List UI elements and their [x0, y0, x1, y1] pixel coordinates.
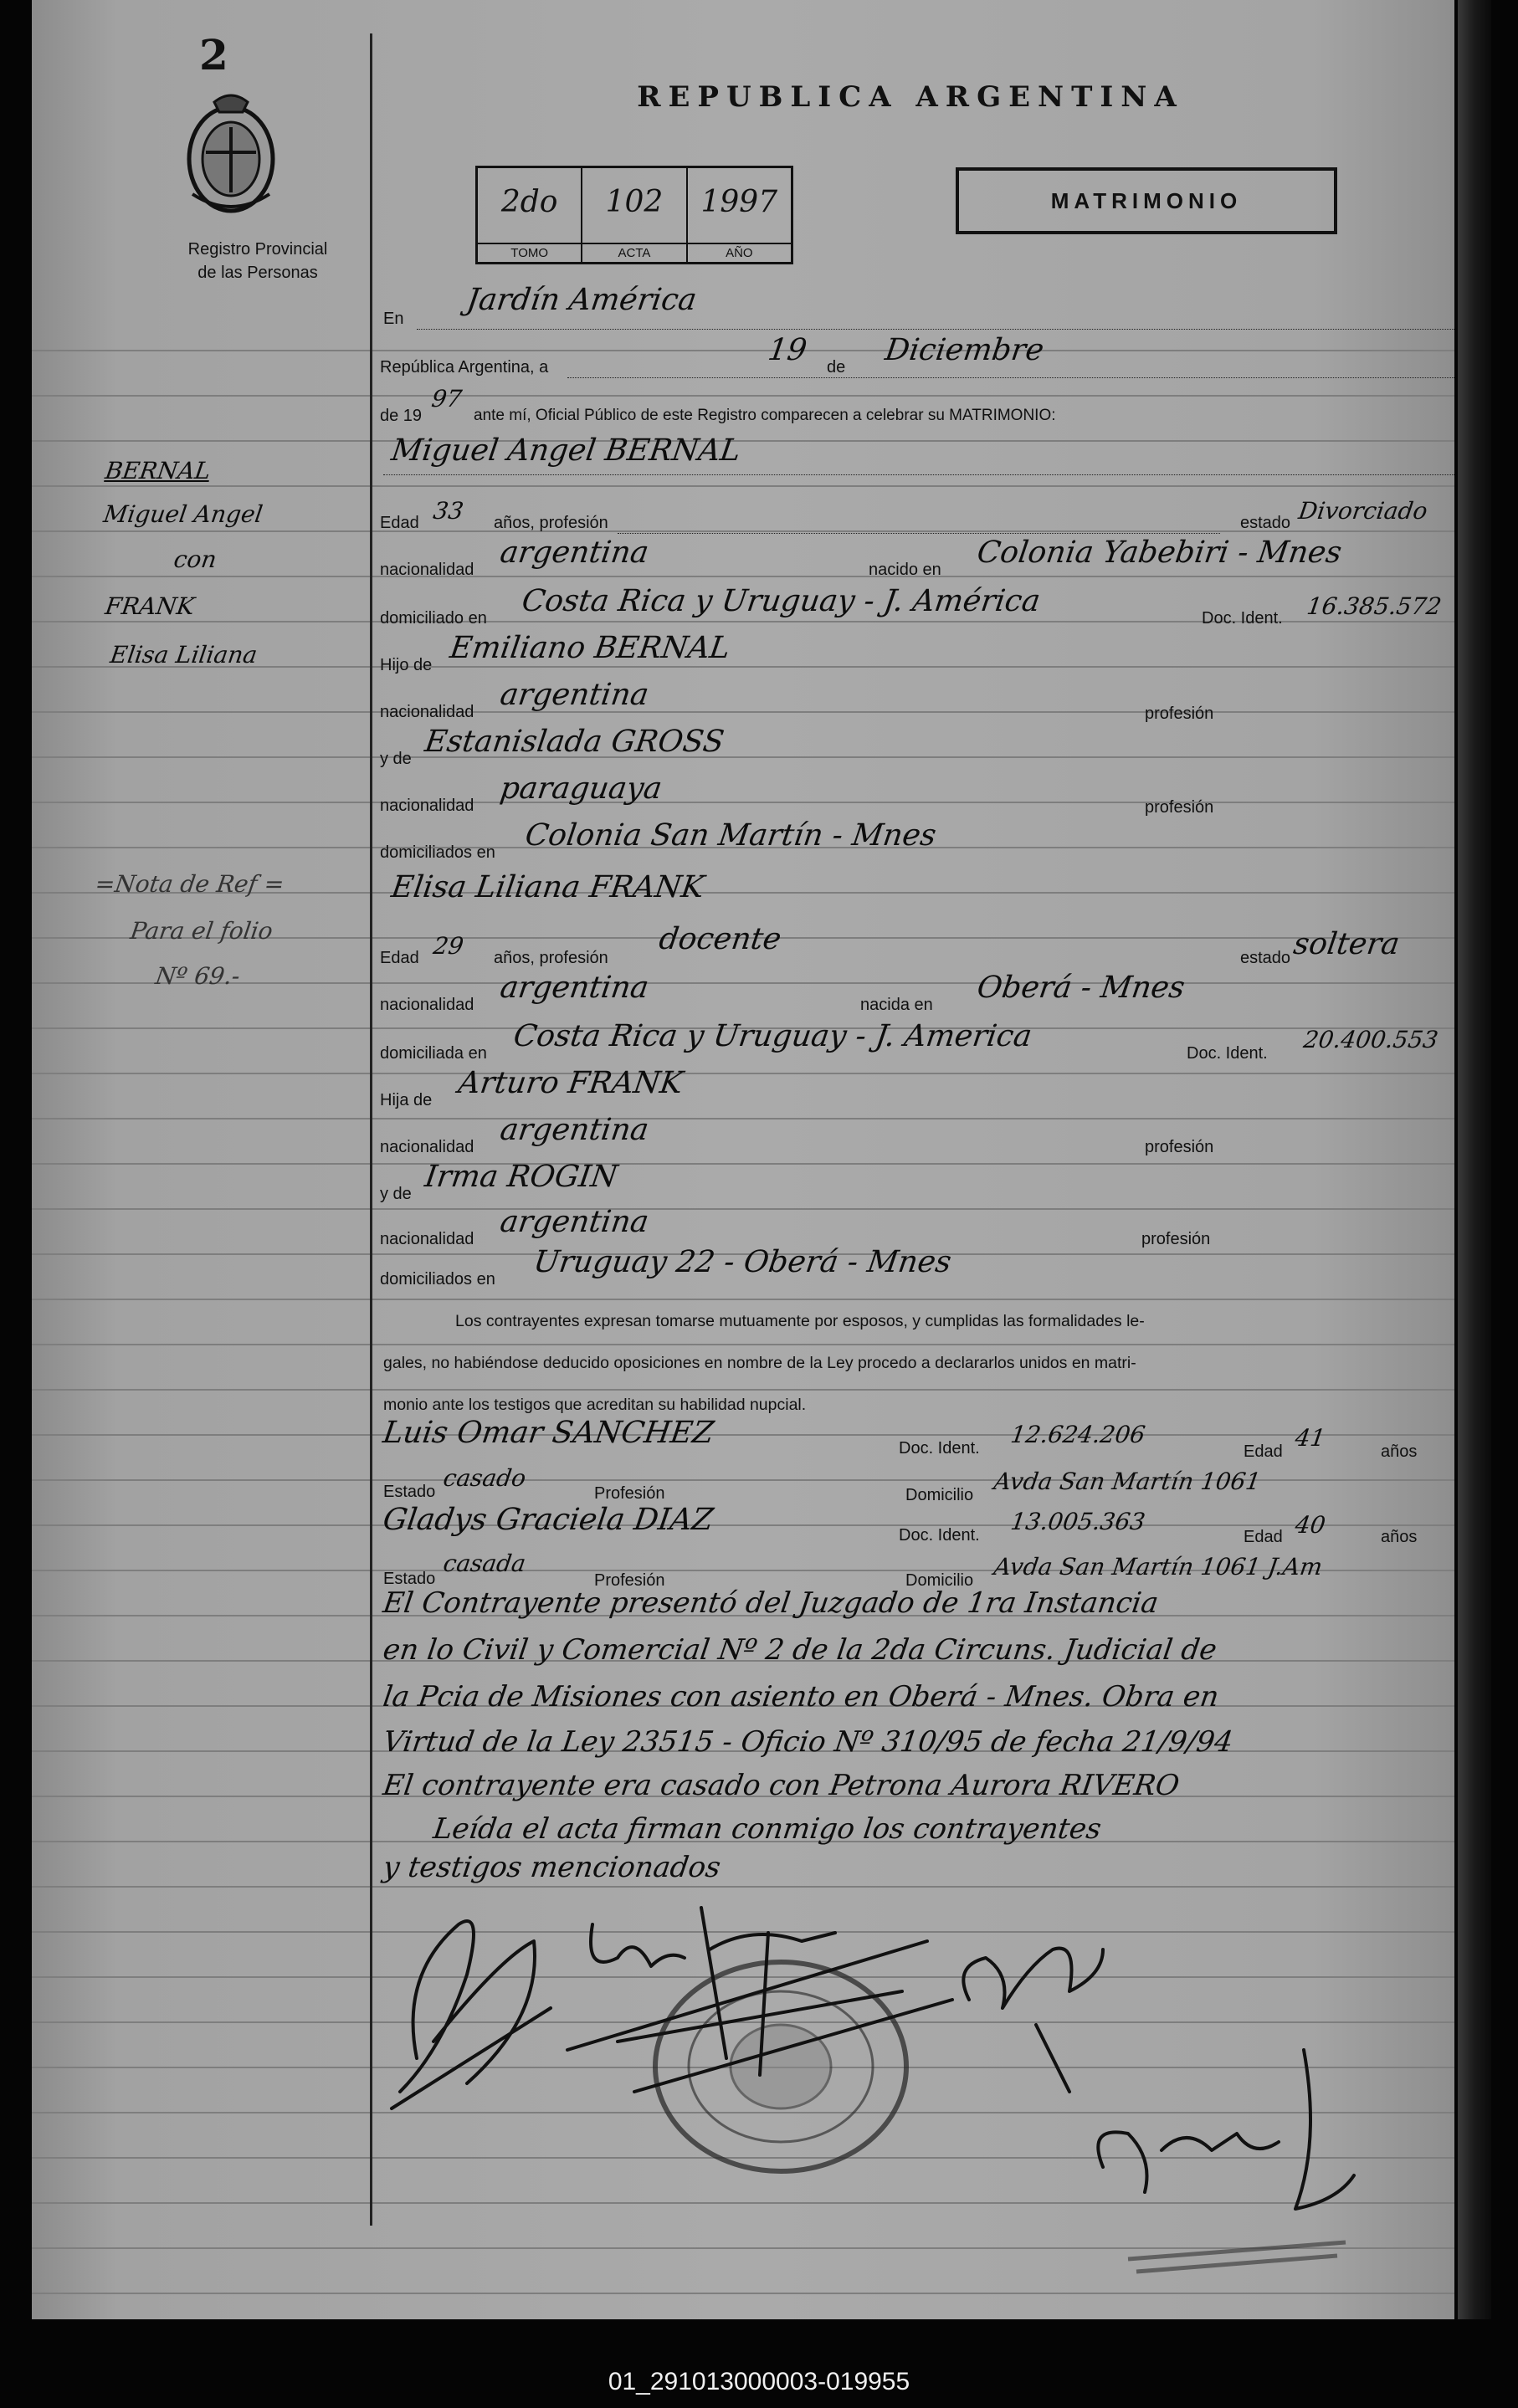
ruled-line [32, 350, 1454, 351]
fill-line [618, 532, 1220, 534]
note-line: en lo Civil y Comercial Nº 2 de la 2da Circuns. Judicial de [381, 1633, 1219, 1667]
tomo-value: 2do [500, 185, 558, 219]
groom-mother-nac: paraguaya [498, 771, 664, 806]
acta-label: ACTA [582, 243, 685, 262]
signatures-icon [367, 1874, 1454, 2259]
note-line: Leída el acta firman conmigo los contrayentes [431, 1812, 1104, 1846]
label-de-19: de 19 [380, 407, 423, 425]
ruled-line [32, 1434, 1454, 1436]
label-estado: estado [1240, 949, 1291, 967]
file-id-footer: 01_291013000003-019955 [608, 2368, 910, 2395]
ruled-line [32, 576, 1454, 577]
witness1-doc: 12.624.206 [1008, 1421, 1147, 1448]
groom-nacido-en: Colonia Yabebiri - Mnes [975, 535, 1344, 570]
label-edad: Edad [1244, 1528, 1283, 1546]
groom-parents-domicilio: Colonia San Martín - Mnes [523, 818, 939, 853]
bride-doc: 20.400.553 [1301, 1026, 1440, 1053]
ruled-line [32, 802, 1454, 803]
bride-father-nac: argentina [498, 1113, 651, 1147]
label-y-de: y de [380, 1185, 412, 1203]
label-nacionalidad: nacionalidad [380, 561, 474, 579]
bride-profesion: docente [657, 922, 784, 956]
tomo-cell [478, 168, 582, 262]
tomo-label: TOMO [478, 243, 581, 262]
ruled-line [32, 395, 1454, 397]
label-nacionalidad: nacionalidad [380, 1138, 474, 1156]
bride-mother: Irma ROGIN [423, 1160, 620, 1194]
fill-line [417, 328, 1454, 330]
label-doc-ident: Doc. Ident. [1202, 609, 1283, 628]
note-line: El Contrayente presentó del Juzgado de 1ra Instancia [381, 1586, 1161, 1620]
label-anos: años [1381, 1528, 1418, 1546]
label-estado: Estado [383, 1570, 436, 1588]
date-day: 19 [766, 333, 809, 367]
groom-father-nac: argentina [498, 678, 651, 712]
book-edge [1458, 0, 1491, 2319]
anio-label: AÑO [688, 243, 791, 262]
ruled-line [32, 711, 1454, 713]
bride-nacionalidad: argentina [498, 971, 651, 1005]
witness2-domicilio: Avda San Martín 1061 J.Am [992, 1553, 1325, 1581]
label-edad: Edad [380, 949, 419, 967]
declaration-line3: monio ante los testigos que acreditan su habilidad nupcial. [383, 1396, 807, 1414]
note-line: Virtud de la Ley 23515 - Oficio Nº 310/95 de fecha 21/9/94 [381, 1725, 1235, 1759]
bride-mother-nac: argentina [498, 1205, 651, 1239]
margin-nota1: =Nota de Ref = [93, 870, 286, 898]
label-republica-a: República Argentina, a [380, 358, 549, 377]
witness2-estado: casada [441, 1550, 528, 1577]
label-edad: Edad [1244, 1442, 1283, 1461]
registro-label [132, 238, 383, 284]
note-line: y testigos mencionados [381, 1851, 723, 1884]
note-line: El contrayente era casado con Petrona Aurora RIVERO [381, 1769, 1182, 1802]
act-type-box: MATRIMONIO [956, 167, 1337, 234]
label-profesion: Profesión [594, 1571, 665, 1590]
label-edad: Edad [380, 514, 419, 532]
year-suffix: 97 [429, 385, 464, 412]
label-estado: estado [1240, 514, 1291, 532]
bride-parents-domicilio: Uruguay 22 - Oberá - Mnes [531, 1245, 954, 1279]
ruled-line [32, 1344, 1454, 1345]
label-profesion: profesión [1145, 1138, 1214, 1156]
witness2-doc: 13.005.363 [1008, 1508, 1147, 1535]
label-profesion: Profesión [594, 1484, 665, 1503]
date-month: Diciembre [883, 333, 1046, 367]
note-line: la Pcia de Misiones con asiento en Oberá - Mnes. Obra en [381, 1680, 1221, 1714]
groom-doc: 16.385.572 [1305, 592, 1444, 620]
ruled-line [32, 1208, 1454, 1210]
tomo-acta-anio-box [475, 166, 793, 264]
groom-mother: Estanislada GROSS [423, 725, 726, 759]
bride-name: Elisa Liliana FRANK [389, 870, 707, 904]
ruled-line [32, 1073, 1454, 1074]
margin-surname2: FRANK [103, 592, 197, 620]
ruled-line [32, 1299, 1454, 1300]
bride-father: Arturo FRANK [456, 1066, 685, 1100]
ruled-line [32, 485, 1454, 487]
ruled-line [32, 982, 1454, 984]
label-en: En [383, 310, 404, 328]
label-profesion: profesión [1145, 704, 1214, 723]
margin-nota3: Nº 69.- [153, 962, 242, 990]
margin-name1: Miguel Angel [101, 500, 265, 528]
label-doc-ident: Doc. Ident. [899, 1526, 980, 1545]
label-profesion: profesión [1145, 798, 1214, 817]
label-de: de [827, 358, 846, 377]
label-nacido-en: nacido en [869, 561, 941, 579]
place-value: Jardín América [464, 283, 699, 317]
anio-value: 1997 [700, 185, 778, 219]
label-domiciliado-en: domiciliado en [380, 609, 487, 628]
anio-cell [688, 168, 791, 262]
label-nacionalidad: nacionalidad [380, 797, 474, 815]
fill-line [567, 377, 1454, 378]
groom-name: Miguel Angel BERNAL [389, 433, 743, 468]
document-page [32, 0, 1454, 2319]
margin-surname1: BERNAL [103, 457, 213, 484]
margin-nota2: Para el folio [128, 917, 274, 945]
bride-nacida-en: Oberá - Mnes [975, 971, 1187, 1005]
fill-line [383, 474, 1454, 475]
label-anos-profesion: años, profesión [494, 949, 608, 967]
label-domiciliada-en: domiciliada en [380, 1044, 487, 1063]
margin-name2: Elisa Liliana [108, 641, 259, 669]
delegation-stamp-icon [1120, 2226, 1362, 2276]
label-doc-ident: Doc. Ident. [1187, 1044, 1268, 1063]
bride-age: 29 [431, 932, 465, 960]
margin-con: con [172, 546, 218, 573]
witness2-age: 40 [1293, 1511, 1327, 1539]
label-hija-de: Hija de [380, 1091, 433, 1109]
ruled-line [32, 2293, 1454, 2294]
label-profesion: profesión [1141, 1230, 1211, 1248]
groom-nacionalidad: argentina [498, 535, 651, 570]
bride-estado: soltera [1291, 927, 1402, 961]
label-nacionalidad: nacionalidad [380, 703, 474, 721]
label-estado: Estado [383, 1483, 436, 1501]
declaration-line2: gales, no habiéndose deducido oposiciones en nombre de la Ley procedo a declararlos unidos en matri- [383, 1354, 1136, 1372]
label-y-de: y de [380, 750, 412, 768]
label-domiciliados-en: domiciliados en [380, 1270, 495, 1289]
sheet-number: 2 [199, 30, 228, 79]
label-nacionalidad: nacionalidad [380, 996, 474, 1014]
coat-of-arms-icon [181, 94, 281, 219]
label-domicilio: Domicilio [905, 1486, 974, 1504]
registro-line2: de las Personas [197, 264, 318, 282]
ruled-line [32, 1524, 1454, 1526]
ruled-line [32, 1163, 1454, 1165]
country-title: REPUBLICA ARGENTINA [637, 80, 1184, 114]
label-domicilio: Domicilio [905, 1571, 974, 1590]
groom-domicilio: Costa Rica y Uruguay - J. América [520, 584, 1043, 618]
ruled-line [32, 440, 1454, 442]
label-domiciliados-en: domiciliados en [380, 843, 495, 862]
declaration-line1: Los contrayentes expresan tomarse mutuamente por esposos, y cumplidas las formalidades le- [455, 1312, 1145, 1330]
acta-cell [582, 168, 687, 262]
label-nacida-en: nacida en [860, 996, 933, 1014]
ruled-line [32, 1118, 1454, 1119]
acta-value: 102 [605, 185, 664, 219]
witness2-name: Gladys Graciela DIAZ [381, 1503, 715, 1537]
label-anos: años [1381, 1442, 1418, 1461]
ruled-line [32, 1389, 1454, 1391]
label-doc-ident: Doc. Ident. [899, 1439, 980, 1458]
bride-domicilio: Costa Rica y Uruguay - J. America [511, 1019, 1034, 1053]
label-anos-profesion: años, profesión [494, 514, 608, 532]
witness1-estado: casado [441, 1464, 528, 1492]
groom-age: 33 [431, 497, 465, 525]
intro-text: ante mí, Oficial Público de este Registro comparecen a celebrar su MATRIMONIO: [474, 407, 1056, 424]
label-hijo-de: Hijo de [380, 656, 433, 674]
groom-father: Emiliano BERNAL [448, 631, 732, 665]
witness1-name: Luis Omar SANCHEZ [381, 1416, 716, 1450]
ruled-line [32, 756, 1454, 758]
witness1-age: 41 [1293, 1424, 1327, 1452]
groom-estado: Divorciado [1296, 497, 1429, 525]
witness1-domicilio: Avda San Martín 1061 [992, 1468, 1263, 1495]
label-nacionalidad: nacionalidad [380, 1230, 474, 1248]
registro-line1: Registro Provincial [187, 240, 328, 259]
